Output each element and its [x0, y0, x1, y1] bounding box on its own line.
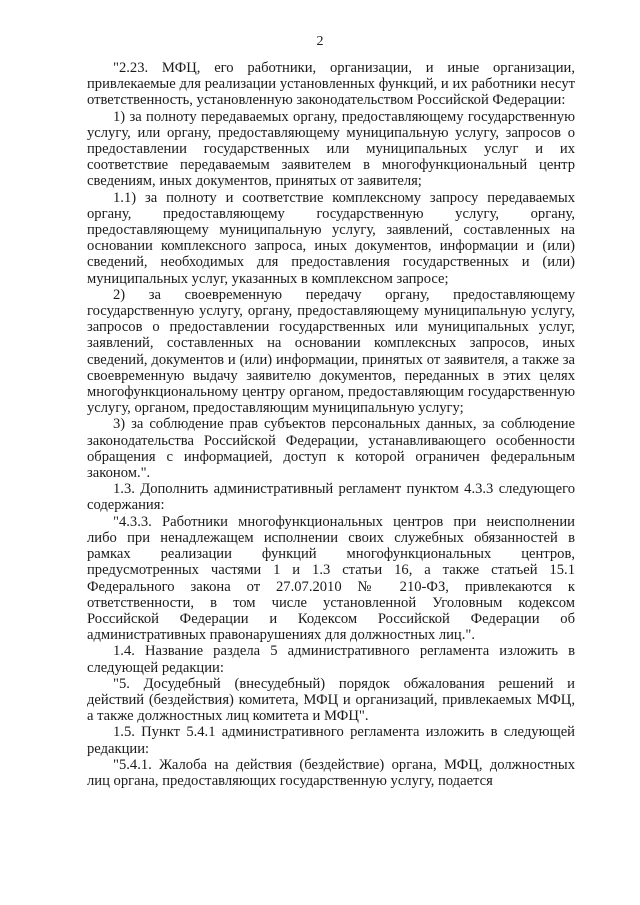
- paragraph-4-3-3: "4.3.3. Работники многофункциональных центров при неисполнении либо при ненадлежащем исполнении своих служебных обязанностей в рамках реализации функций многофункциональных центров, предусмотренных частями 1 и 1.3 статьи 16, а также статьей 15.1 Федерального закона от 27.07.2010 № 210-ФЗ, привлекаются к ответственности, в том числе установленной Уголовным кодексом Российской Федерации и Кодексом Российской Федерации об административных правонарушениях для должностных лиц.".: [87, 513, 575, 644]
- paragraph-section-5-title: "5. Досудебный (внесудебный) порядок обжалования решений и действий (бездействия) комитета, МФЦ и организаций, привлекаемых МФЦ, а также должностных лиц комитета и МФЦ".: [87, 675, 575, 725]
- paragraph-1-3: 1.3. Дополнить административный регламент пунктом 4.3.3 следующего содержания:: [87, 481, 575, 514]
- paragraph-item-1: 1) за полноту передаваемых органу, предоставляющему государственную услугу, или органу, предоставляющему муниципальную услугу, запросов о предоставлении государственных или муниципальных услуг и их соответствие передаваемым заявителем в многофункциональный центр сведениям, иных документов, принятых от заявителя;: [87, 108, 575, 190]
- paragraph-item-3: 3) за соблюдение прав субъектов персональных данных, за соблюдение законодательства Российской Федерации, устанавливающего особенности обращения с информацией, доступ к которой ограничен федеральным законом.".: [87, 416, 575, 482]
- paragraph-item-2: 2) за своевременную передачу органу, предоставляющему государственную услугу, органу, предоставляющему муниципальную услугу, запросов о предоставлении государственных или муниципальных услуг, заявлений, составленных на основании комплексных запросов, иных сведений, документов и (или) информации, принятых от заявителя, а также за своевременную выдачу заявителю документов, переданных в этих целях многофункциональному центру органом, предоставляющим государственную услугу, органом, предоставляющим муниципальную услугу;: [87, 286, 575, 417]
- paragraph-1-4: 1.4. Название раздела 5 административного регламента изложить в следующей редакции:: [87, 643, 575, 676]
- paragraph-item-1-1: 1.1) за полноту и соответствие комплексному запросу передаваемых органу, предоставляющему государственную услугу, органу, предоставляющему муниципальную услугу, заявлений, составленных на основании комплексного запроса, иных документов, информации и (или) сведений, необходимых для предоставления государственных и (или) муниципальных услуг, указанных в комплексном запросе;: [87, 189, 575, 287]
- paragraph-5-4-1: "5.4.1. Жалоба на действия (бездействие) органа, МФЦ, должностных лиц органа, предоставляющих государственную услугу, подается: [87, 756, 575, 789]
- document-body: [87, 60, 575, 789]
- paragraph-1-5: 1.5. Пункт 5.4.1 административного регламента изложить в следующей редакции:: [87, 724, 575, 757]
- paragraph-2-23: "2.23. МФЦ, его работники, организации, и иные организации, привлекаемые для реализации установленных функций, и их работники несут ответственность, установленную законодательством Российской Федерации:: [87, 60, 575, 109]
- page-number: 2: [316, 34, 324, 49]
